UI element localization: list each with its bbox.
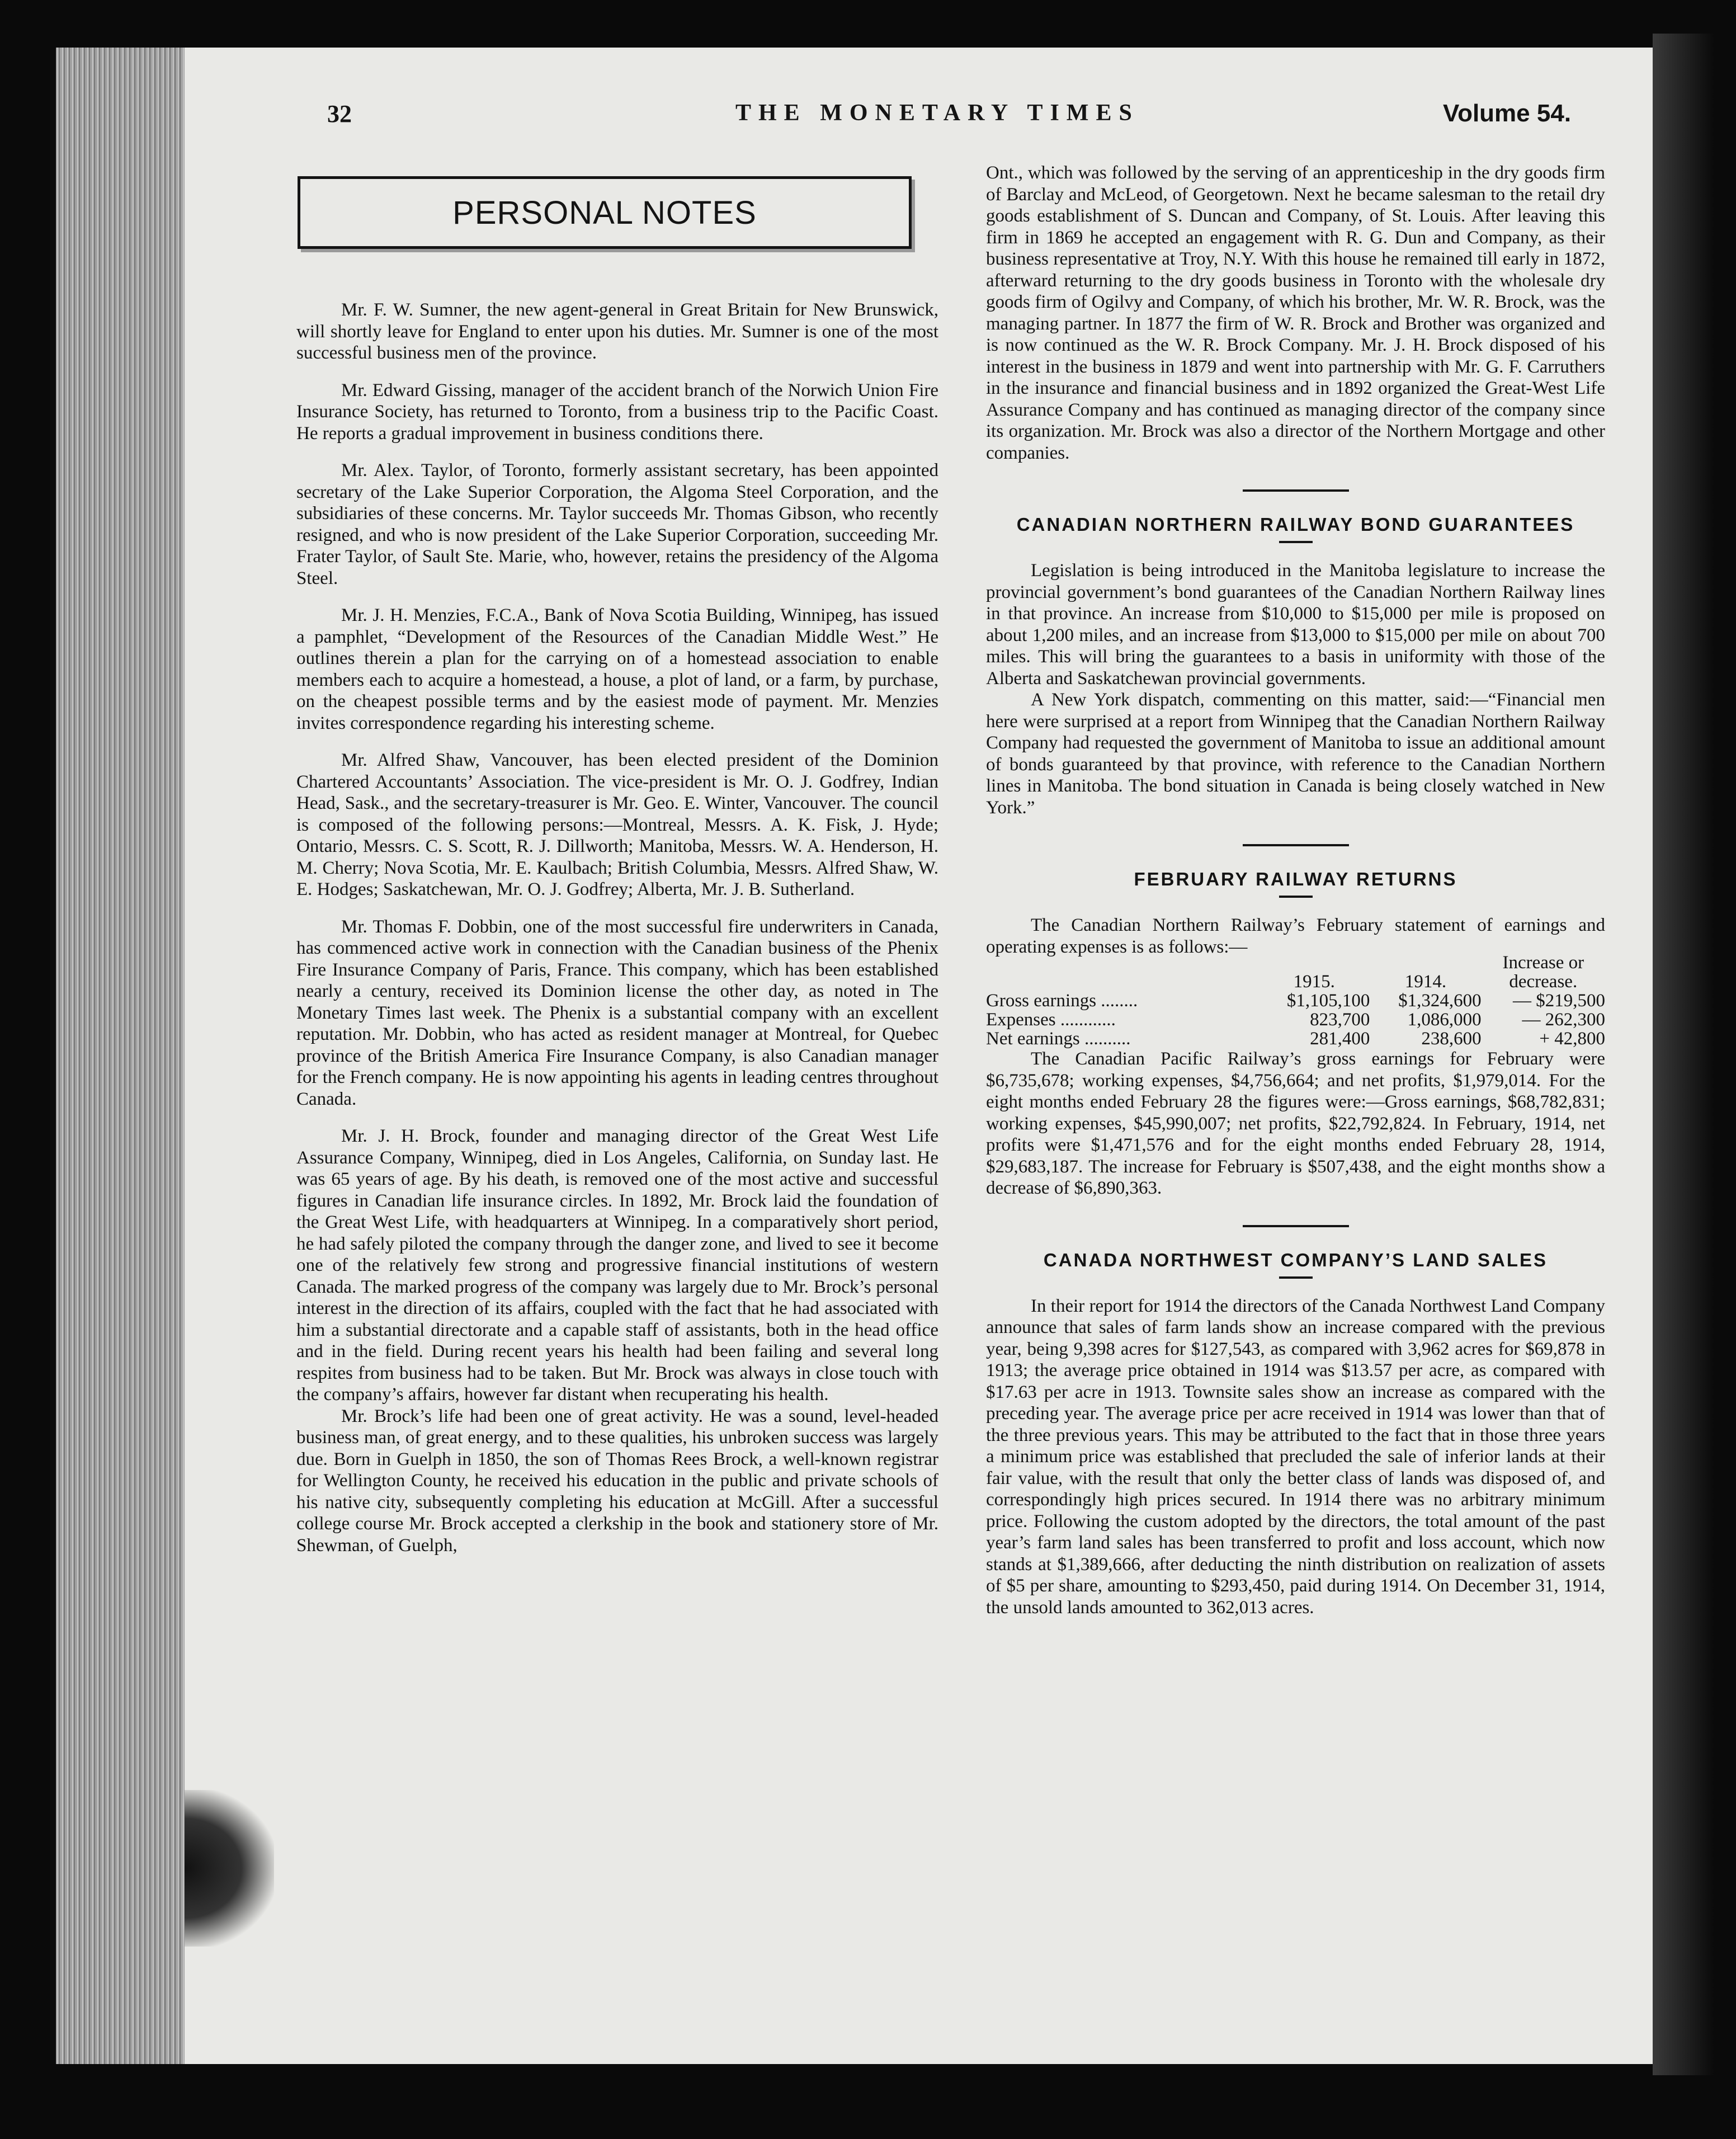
cell-1915: 823,700 bbox=[1310, 1010, 1370, 1030]
col-change-header-2: decrease. bbox=[1509, 972, 1578, 992]
note-brock-life: Mr. Brock’s life had been one of great activity. He was a sound, level-headed business man, of great energy, and to these qualities, his unbroken success was largely due. Born in Guelph in 1850, the son of Thomas Rees Brock, a well-known registrar for Wellington County, he received his education in the public and private schools of his native city, subsequently completing his education at McGill. After a successful college course Mr. Brock accepted a clerkship in the book and stationery store of Mr. Shewman, of Guelph, bbox=[296, 1406, 938, 1556]
left-column bbox=[296, 173, 938, 1556]
cell-1914: 238,600 bbox=[1421, 1029, 1482, 1049]
heading-underline bbox=[1279, 1276, 1313, 1279]
cell-1914: 1,086,000 bbox=[1407, 1010, 1482, 1030]
heading-underline bbox=[1279, 896, 1313, 898]
bond-paragraph-2: A New York dispatch, commenting on this matter, said:—“Financial men here were surprised at a report from Winnipeg that the Canadian Northern Railway Company had requested the government of Manitoba to issue an additional amount of bonds guaranteed by that province, with reference to the Canadian Northern lines in Manitoba. The bond situation in Canada is being closely watched in New York.” bbox=[986, 690, 1605, 818]
col-change-header-1: Increase or bbox=[1502, 953, 1584, 973]
cell-change: — $219,500 bbox=[1513, 991, 1605, 1011]
bond-paragraph-1: Legislation is being introduced in the Manitoba legislature to increase the provincial government’s bond guarantees of the Canadian Northern Railway lines in that province. An increase from $10,000 to $15,000 per mile is proposed on about 1,200 miles, and an increase from $13,000 to $15,000 per mile on about 700 miles. This will bring the guarantees to a basis in uniformity with those of the Alberta and Saskatchewan provincial governments. bbox=[986, 560, 1605, 689]
returns-heading: FEBRUARY RAILWAY RETURNS bbox=[1134, 869, 1457, 889]
masthead: THE MONETARY TIMES bbox=[735, 100, 1139, 126]
book-gutter-shadow bbox=[1653, 34, 1714, 2075]
col-1915-header: 1915. bbox=[1293, 972, 1335, 992]
table-row bbox=[986, 1029, 1605, 1048]
section-title: PERSONAL NOTES bbox=[452, 194, 757, 231]
table-header-row bbox=[986, 972, 1605, 991]
note-brock: Mr. J. H. Brock, founder and managing director of the Great West Life Assurance Company, Winnipeg, died in Los Angeles, California, on Sunday last. He was 65 years of age. By his death, is removed one of the most active and successful figures in Canadian life insurance circles. In 1892, Mr. Brock laid the foundation of the Great West Life, with headquarters at Winnipeg. In a comparatively short period, he had safely piloted the company through the danger zone, and lived to see it become one of the relatively few strong and progressive financial institutions of western Canada. The marked progress of the company was largely due to Mr. Brock’s personal interest in the direction of its affairs, coupled with the fact that he had associated with him a substantial directorate and a capable staff of assistants, both in the head office and in the field. During recent years his health had been failing and several long respites from business had to be taken. But Mr. Brock was always in close touch with the company’s affairs, however far distant when recuperating his health. bbox=[296, 1126, 938, 1405]
section-divider bbox=[1243, 844, 1349, 846]
returns-table bbox=[986, 953, 1605, 1048]
bond-heading: CANADIAN NORTHERN RAILWAY BOND GUARANTEES bbox=[1016, 514, 1575, 535]
col-1914-header: 1914. bbox=[1404, 972, 1447, 992]
table-row bbox=[986, 991, 1605, 1010]
page-curl-shadow bbox=[185, 1790, 274, 1947]
row-label: Expenses ............ bbox=[986, 1010, 1116, 1030]
returns-intro: The Canadian Northern Railway’s February statement of earnings and operating expenses is as follows:— bbox=[986, 915, 1605, 957]
cell-change: — 262,300 bbox=[1522, 1010, 1605, 1030]
heading-underline bbox=[1279, 541, 1313, 543]
returns-cpr: The Canadian Pacific Railway’s gross earnings for February were $6,735,678; working expenses, $4,756,664; and net profits, $1,979,014. For the eight months ended February 28 the figures were:—Gross earnings, $68,782,831; working expenses, $45,990,007; net profits, $22,792,824. In February, 1914, net profits were $1,471,576 and for the eight months ended February 28, 1914, $29,683,187. The increase for February is $507,438, and the eight months show a decrease of $6,890,363. bbox=[986, 1049, 1605, 1198]
volume-label: Volume 54. bbox=[1443, 100, 1572, 127]
section-title-box bbox=[298, 176, 912, 249]
note-gissing: Mr. Edward Gissing, manager of the accident branch of the Norwich Union Fire Insurance Society, has returned to Toronto, from a business trip to the Pacific Coast. He reports a gradual improvement in business conditions there. bbox=[296, 380, 938, 444]
right-column bbox=[986, 162, 1605, 1634]
cell-1915: $1,105,100 bbox=[1286, 991, 1370, 1011]
section-divider bbox=[1243, 1225, 1349, 1227]
brock-continued: Ont., which was followed by the serving of an apprenticeship in the dry goods firm of Barclay and McLeod, of Georgetown. Next he became salesman to the retail dry goods establishment of S. Duncan and Company, of St. Louis. After leaving this firm in 1869 he accepted an engagement with R. G. Dun and Company, as their business representative at Troy, N.Y. With this house he remained till early in 1872, afterward returning to the dry goods business in Toronto with the wholesale dry goods firm of Ogilvy and Company, of which his brother, Mr. W. R. Brock, was the managing partner. In 1877 the firm of W. R. Brock and Brother was organized and is now continued as the W. R. Brock Company. Mr. J. H. Brock disposed of his interest in the business in 1879 and went into partnership with Mr. G. F. Carruthers in the insurance and financial business and in 1892 organized the Great-West Life Assurance Company and has continued as managing director of the company since its organization. Mr. Brock was also a director of the Northern Mortgage and other companies. bbox=[986, 163, 1605, 463]
row-label: Gross earnings ........ bbox=[986, 991, 1138, 1011]
cell-change: + 42,800 bbox=[1539, 1029, 1605, 1049]
land-heading: CANADA NORTHWEST COMPANY’S LAND SALES bbox=[1043, 1249, 1548, 1270]
note-sumner: Mr. F. W. Sumner, the new agent-general in Great Britain for New Brunswick, will shortly leave for England to enter upon his duties. Mr. Sumner is one of the most successful business men of the province. bbox=[296, 300, 938, 363]
book-page-edges bbox=[56, 48, 196, 2064]
row-label: Net earnings .......... bbox=[986, 1029, 1131, 1049]
note-shaw: Mr. Alfred Shaw, Vancouver, has been elected president of the Dominion Chartered Accountants’ Association. The vice-president is Mr. O. J. Godfrey, Indian Head, Sask., and the secretary-treasurer is Mr. Geo. E. Winter, Vancouver. The council is composed of the following persons:—Montreal, Messrs. A. K. Fisk, J. Hyde; Ontario, Messrs. C. S. Scott, R. J. Dillworth; Manitoba, Messrs. W. A. Henderson, H. M. Cherry; Nova Scotia, Mr. E. Kaulbach; British Columbia, Messrs. Alfred Shaw, W. E. Hodges; Saskatchewan, Mr. O. J. Godfrey; Alberta, Mr. J. B. Sutherland. bbox=[296, 750, 938, 899]
page-number: 32 bbox=[327, 100, 352, 128]
note-taylor: Mr. Alex. Taylor, of Toronto, formerly assistant secretary, has been appointed secretary of the Lake Superior Corporation, the Algoma Steel Corporation, and the subsidiaries of these concerns. Mr. Taylor succeeds Mr. Thomas Gibson, who recently resigned, and who is now president of the Lake Superior Corporation, succeeding Mr. Frater Taylor, of Sault Ste. Marie, who, however, retains the presidency of the Algoma Steel. bbox=[296, 460, 938, 588]
note-menzies: Mr. J. H. Menzies, F.C.A., Bank of Nova Scotia Building, Winnipeg, has issued a pamphlet, “Development of the Resources of the Canadian Middle West.” He outlines therein a plan for the carrying on of a homestead association to enable members each to acquire a homestead, a house, a plot of land, or a farm, by purchase, on the cheapest possible terms and by the easiest mode of payment. Mr. Menzies invites correspondence regarding his interesting scheme. bbox=[296, 605, 938, 733]
section-divider bbox=[1243, 489, 1349, 492]
cell-1914: $1,324,600 bbox=[1398, 991, 1482, 1011]
note-dobbin: Mr. Thomas F. Dobbin, one of the most successful fire underwriters in Canada, has commenced active work in connection with the Canadian business of the Phenix Fire Insurance Company of Paris, France. This company, which has been established nearly a century, received its Dominion license the other day, as noted in The Monetary Times last week. The Phenix is a substantial company with an excellent reputation. Mr. Dobbin, who has acted as resident manager at Montreal, for Quebec province of the British America Fire Insurance Company, is also Canadian manager for the French company. He is now appointing his agents in leading centres throughout Canada. bbox=[296, 916, 938, 1109]
table-row bbox=[986, 1010, 1605, 1029]
land-paragraph: In their report for 1914 the directors of the Canada Northwest Land Company announce that sales of farm lands show an increase compared with the previous year, being 9,398 acres for $127,543, as compared with 3,962 acres for $69,878 in 1913; the average price obtained in 1914 was $13.57 per acre, as compared with $17.63 per acre in 1913. Townsite sales show an increase as compared with the preceding year. The average price per acre received in 1914 was lower than that of the three previous years. This may be attributed to the fact that in those three years a minimum price was established that precluded the sale of inferior lands at their fair value, with the result that only the better class of lands was disposed of, and correspondingly high prices secured. In 1914 there was no arbitrary minimum price. Following the custom adopted by the directors, the total amount of the past year’s farm land sales has been transferred to profit and loss account, which now stands at $1,389,666, after deducting the ninth distribution on realization of assets of $5 per share, amounting to $293,450, paid during 1914. On December 31, 1914, the unsold lands amounted to 362,013 acres. bbox=[986, 1295, 1605, 1618]
cell-1915: 281,400 bbox=[1310, 1029, 1370, 1049]
